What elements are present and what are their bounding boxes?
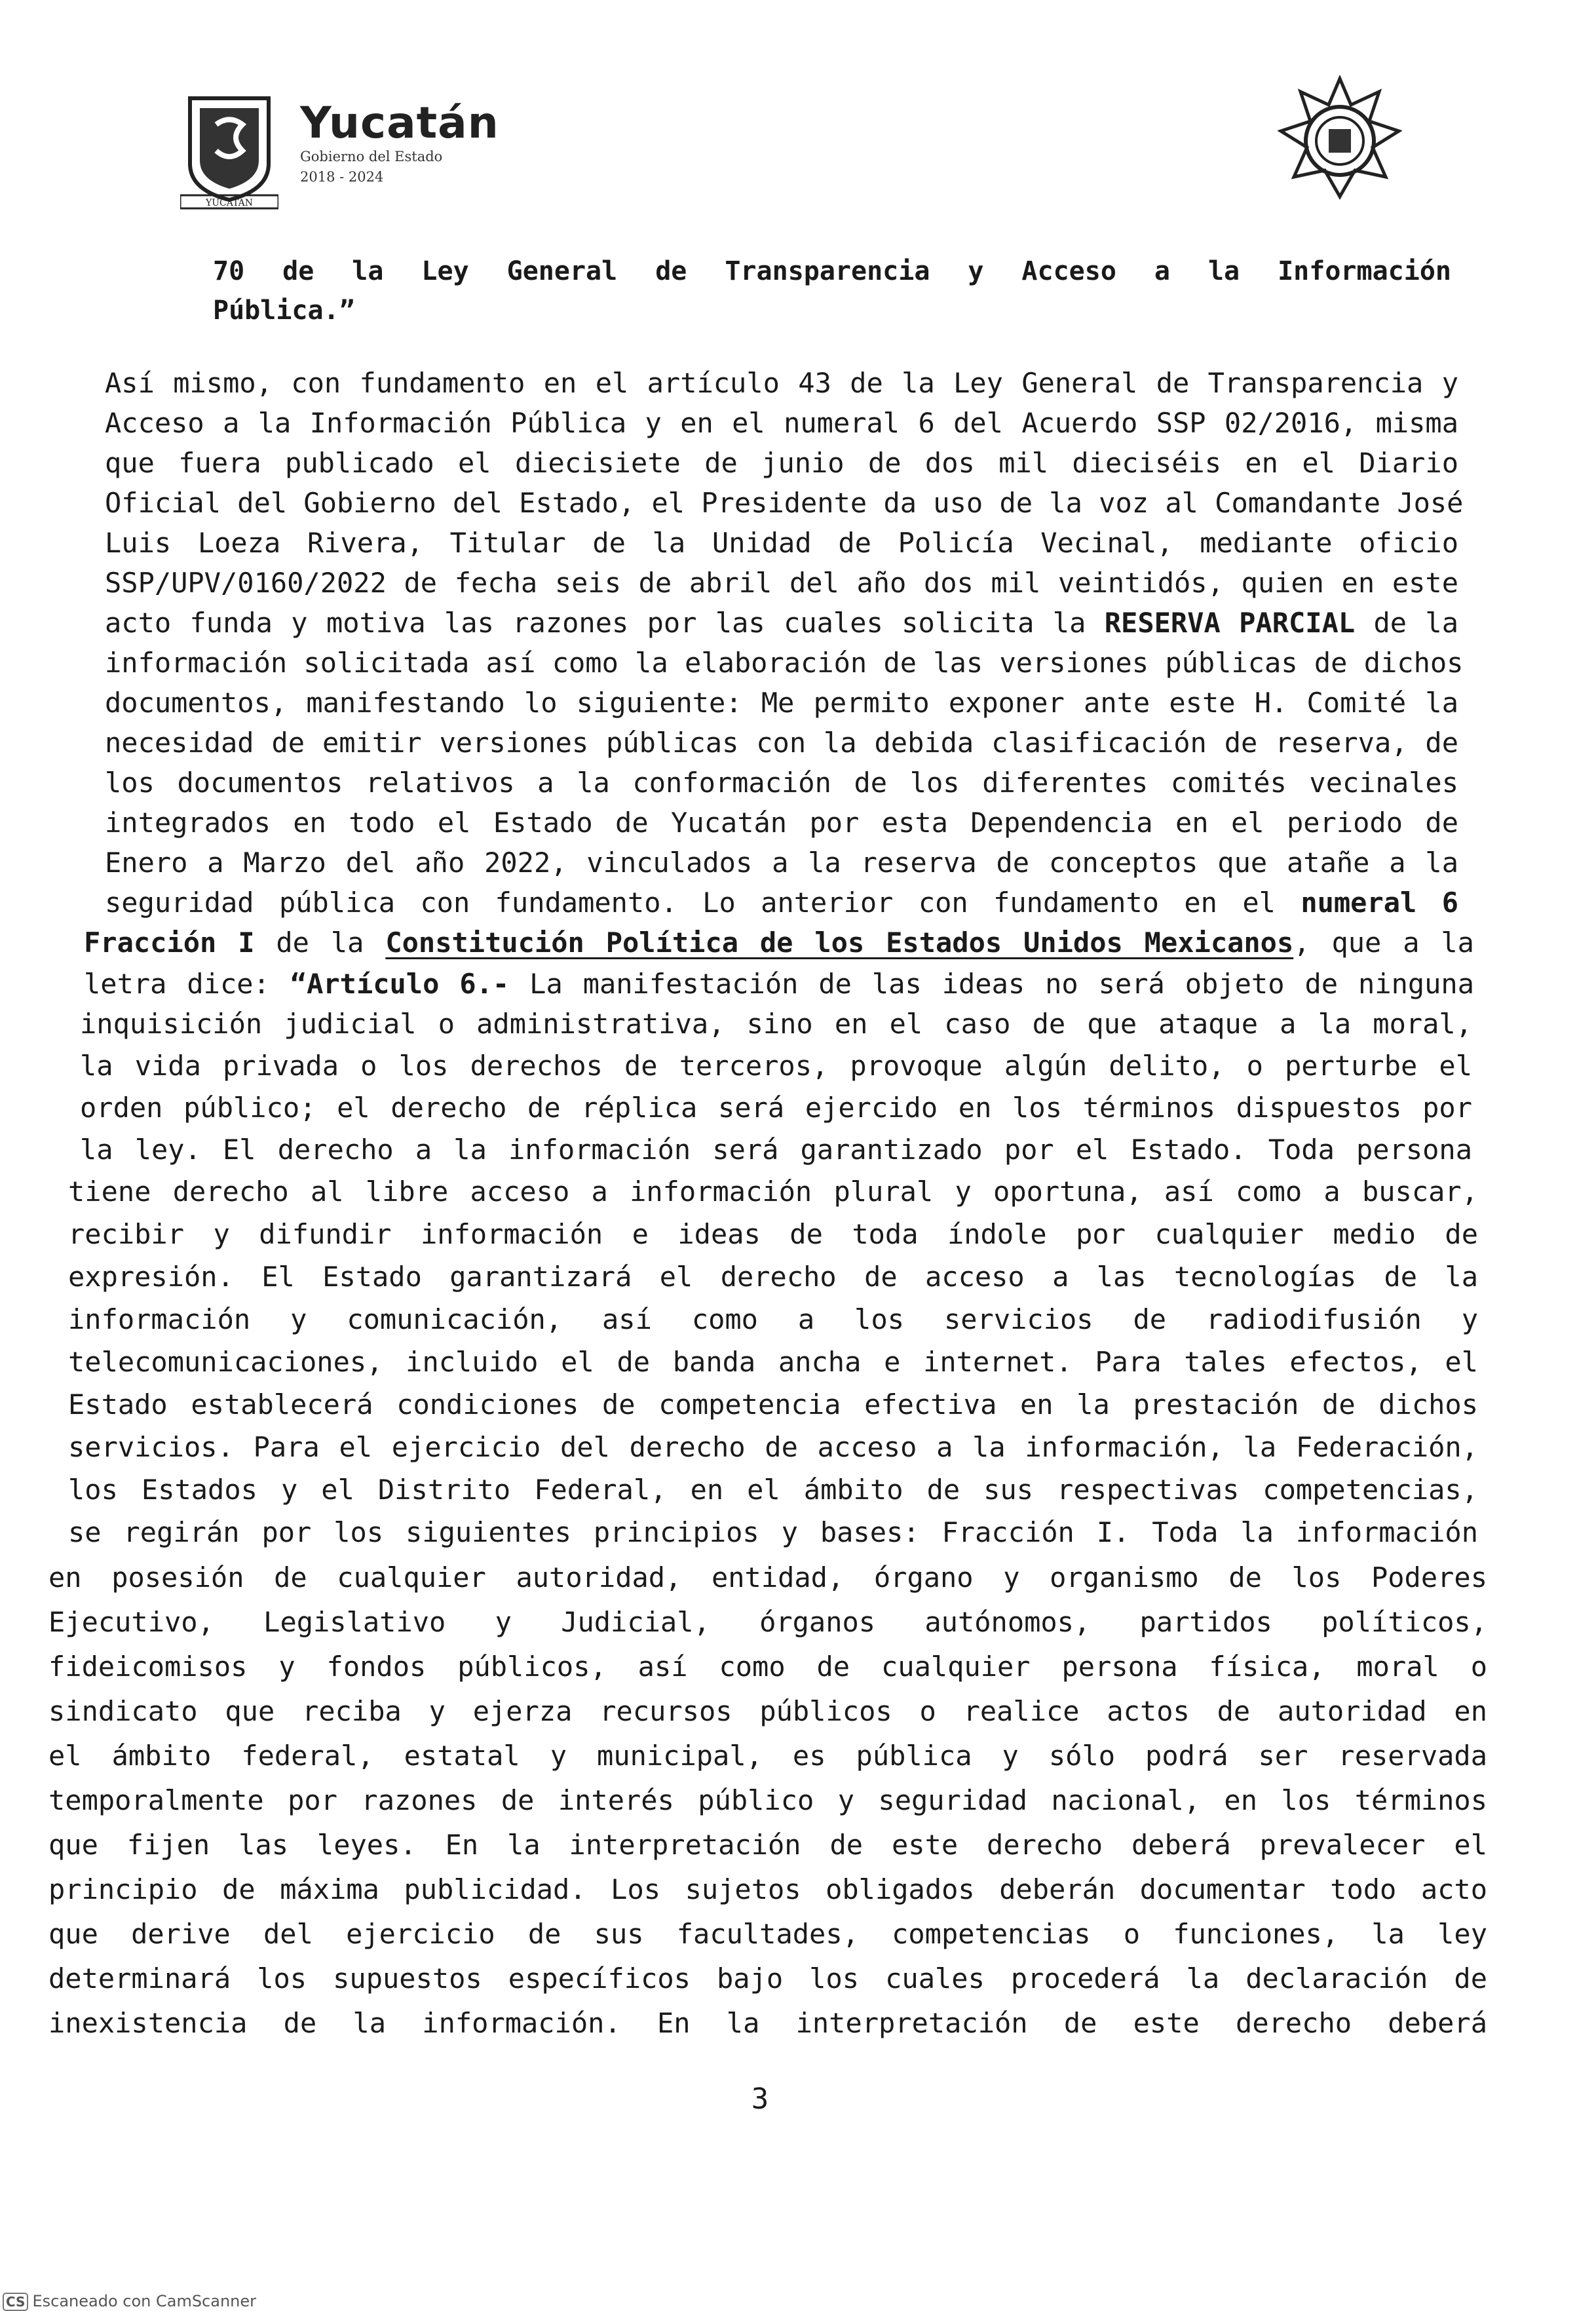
body-line [105,603,1458,643]
brand-block [300,98,499,185]
camscanner-icon: CS [3,2293,28,2311]
body-line: fideicomisos y fondos públicos, así como de cualquier persona física, moral o [48,1651,1487,1683]
body-line: recibir y difundir información e ideas de toda índole por cualquier medio de [68,1218,1478,1250]
reserva-parcial-emphasis: RESERVA PARCIAL [1104,607,1356,639]
body-line: necesidad de emitir versiones públicas con la debida clasificación de reserva, de [105,727,1458,759]
yucatan-coat-of-arms-icon [180,85,278,210]
body-text: , que a la [1293,926,1474,959]
body-line: principio de máxima publicidad. Los sujetos obligados deberán documentar todo acto [48,1873,1487,1905]
body-line: integrados en todo el Estado de Yucatán por esta Dependencia en el periodo de [105,807,1458,839]
body-line: información solicitada así como la elaboración de las versiones públicas de dichos [105,647,1464,679]
body-line: la vida privada o los derechos de terceros, provoque algún delito, o perturbe el [80,1050,1472,1082]
body-line: sindicato que reciba y ejerza recursos públicos o realice actos de autoridad en [48,1695,1487,1727]
body-line: Acceso a la Información Pública y en el numeral 6 del Acuerdo SSP 02/2016, misma [105,407,1458,439]
fraccion-emphasis: Fracción I [84,926,255,959]
brand-name: Yucatán [300,98,499,148]
page-number: 3 [751,2082,769,2116]
article-emphasis: “Artículo 6.- [290,968,510,1000]
police-badge-icon [1278,75,1402,200]
body-text: La manifestación de las ideas no será objeto de ninguna [509,968,1474,1000]
quote-tail-line-2: Pública.” [213,296,355,326]
body-line [84,923,1474,963]
body-line: Luis Loeza Rivera, Titular de la Unidad de Policía Vecinal, mediante oficio [105,527,1458,559]
body-text: acto funda y motiva las razones por las cuales solicita la [105,607,1105,639]
body-line [84,965,1474,1004]
body-line: documentos, manifestando lo siguiente: Me permito exponer ante este H. Comité la [105,687,1458,719]
body-line: que fijen las leyes. En la interpretación de este derecho deberá prevalecer el [48,1829,1487,1861]
body-line: en posesión de cualquier autoridad, entidad, órgano y organismo de los Poderes [48,1561,1487,1594]
body-line: la ley. El derecho a la información será garantizado por el Estado. Toda persona [80,1134,1472,1166]
body-line: inquisición judicial o administrativa, sino en el caso de que ataque a la moral, [80,1008,1472,1040]
constitution-title-emphasis: Constitución Política de los Estados Unidos Mexicanos [385,926,1294,959]
body-line: que fuera publicado el diecisiete de junio de dos mil dieciséis en el Diario [105,447,1458,479]
body-line: Estado establecerá condiciones de competencia efectiva en la prestación de dichos [68,1388,1478,1421]
body-line: se regirán por los siguientes principios y bases: Fracción I. Toda la información [68,1516,1478,1548]
body-line: los Estados y el Distrito Federal, en el ámbito de sus respectivas competencias, [68,1474,1478,1506]
body-line: Oficial del Gobierno del Estado, el Presidente da uso de la voz al Comandante José [105,487,1464,519]
scanner-watermark [3,2292,256,2311]
numeral-emphasis: numeral 6 [1301,887,1459,919]
body-line: servicios. Para el ejercicio del derecho de acceso a la información, la Federación, [68,1431,1478,1463]
body-line: el ámbito federal, estatal y municipal, es pública y sólo podrá ser reservada [48,1740,1487,1772]
body-line: información y comunicación, así como a los servicios de radiodifusión y [68,1303,1478,1335]
body-line: telecomunicaciones, incluido el de banda ancha e internet. Para tales efectos, el [68,1346,1478,1378]
body-line: Así mismo, con fundamento en el artículo 43 de la Ley General de Transparencia y [105,367,1458,399]
body-line [105,883,1458,923]
body-text: seguridad pública con fundamento. Lo anterior con fundamento en el [105,887,1301,919]
body-text: letra dice: [84,968,290,1000]
body-line: SSP/UPV/0160/2022 de fecha seis de abril del año dos mil veintidós, quien en este [105,567,1458,599]
body-line: expresión. El Estado garantizará el derecho de acceso a las tecnologías de la [68,1261,1478,1293]
body-line: orden público; el derecho de réplica será ejercido en los términos dispuestos por [80,1092,1472,1124]
body-line: determinará los supuestos específicos bajo los cuales procederá la declaración de [48,1962,1487,1995]
body-line: tiene derecho al libre acceso a información plural y oportuna, así como a buscar, [68,1175,1478,1208]
seal-label: YUCATAN [205,198,254,208]
body-line: temporalmente por razones de interés público y seguridad nacional, en los términos [48,1784,1487,1816]
body-line: inexistencia de la información. En la interpretación de este derecho deberá [48,2007,1487,2039]
brand-subtitle: Gobierno del Estado [300,149,443,164]
body-line: Enero a Marzo del año 2022, vinculados a la reserva de conceptos que atañe a la [105,847,1458,879]
body-line: los documentos relativos a la conformación de los diferentes comités vecinales [105,767,1458,799]
quote-tail-line-1: 70 de la Ley General de Transparencia y Acceso a la Información [213,256,1451,286]
brand-period: 2018 - 2024 [300,169,384,185]
scanner-watermark-text: Escaneado con CamScanner [32,2292,257,2310]
body-line: Ejecutivo, Legislativo y Judicial, órganos autónomos, partidos políticos, [48,1606,1487,1638]
body-line: que derive del ejercicio de sus facultades, competencias o funciones, la ley [48,1918,1487,1950]
body-text: de la [1355,607,1458,639]
body-text: de la [254,926,386,959]
